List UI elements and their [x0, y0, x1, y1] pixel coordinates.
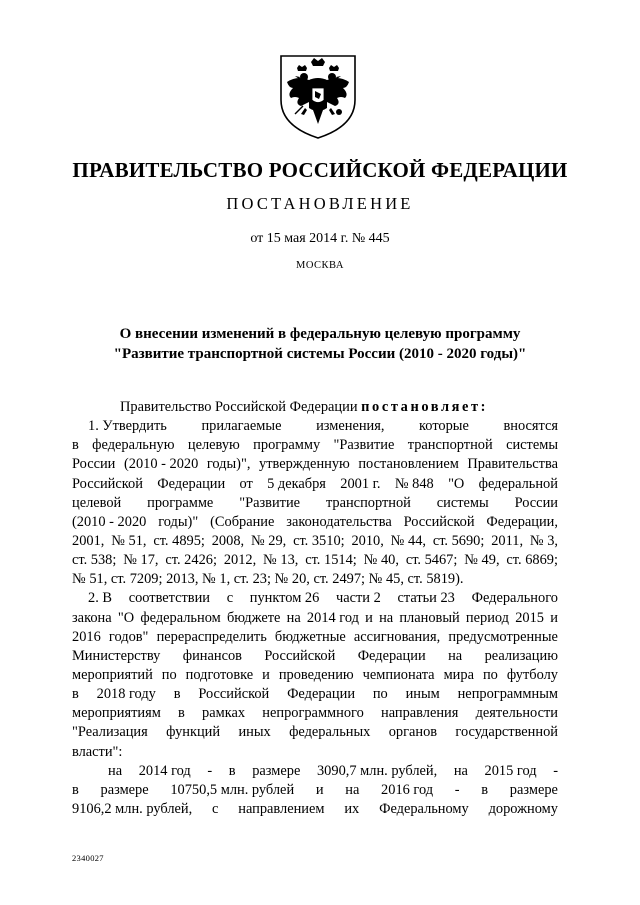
word: размере: [252, 762, 301, 779]
word: -: [553, 762, 558, 779]
word: ст. 538;: [72, 552, 117, 569]
word: органов: [388, 724, 438, 741]
word: направления: [381, 705, 459, 722]
word: на: [453, 762, 468, 779]
word: № 848: [394, 475, 434, 492]
word: программу: [253, 437, 321, 454]
word: Федерального: [471, 590, 558, 607]
word: на: [448, 647, 463, 664]
word: проведению: [278, 666, 354, 683]
date-and-number: от 15 мая 2014 г. № 445: [250, 231, 390, 246]
word: целевой: [72, 494, 122, 511]
word: (2010 - 2020: [123, 456, 199, 473]
body-line: [72, 551, 558, 570]
word: в: [481, 781, 489, 798]
word: пунктом 26: [249, 590, 320, 607]
word: чемпионата: [362, 666, 435, 683]
word: по: [161, 666, 177, 683]
word: соответствии: [128, 590, 211, 607]
government-name: ПРАВИТЕЛЬСТВО РОССИЙСКОЙ ФЕДЕРАЦИИ: [72, 158, 568, 182]
word: 2016 год: [381, 781, 434, 798]
word: и: [262, 666, 270, 683]
word: "Развитие: [239, 494, 301, 511]
word: в: [72, 781, 79, 798]
word: 2010,: [351, 532, 384, 549]
document-code: 2340027: [72, 853, 104, 863]
body-line: [72, 781, 558, 800]
word: "Развитие: [333, 437, 395, 454]
word: ассигнования,: [353, 628, 441, 645]
word: прилагаемые: [201, 418, 282, 435]
word: 2018 году: [96, 686, 156, 703]
word: годы)",: [206, 456, 251, 473]
word: плановый: [399, 609, 460, 626]
word: бюджете: [226, 609, 281, 626]
word: Федерации,: [486, 513, 558, 530]
word: 2008,: [211, 532, 245, 549]
word: в: [173, 686, 181, 703]
word: футболу: [506, 666, 558, 683]
word: годов": [108, 628, 149, 645]
word: "О: [448, 475, 465, 492]
word: направлением: [238, 800, 325, 817]
word: и: [315, 781, 324, 798]
word: перераспределить: [156, 628, 267, 645]
word: в: [72, 686, 79, 703]
body-line: [72, 666, 558, 685]
document-body: [72, 398, 558, 819]
word: размере: [100, 781, 149, 798]
word: размере: [509, 781, 558, 798]
coat-of-arms-emblem: [273, 52, 363, 142]
word: рамках: [202, 705, 246, 722]
word: Федерации: [287, 686, 356, 703]
word: 10750,5 млн. рублей: [170, 781, 295, 798]
word: № 51,: [111, 532, 147, 549]
word: на: [286, 609, 301, 626]
word: по: [372, 686, 388, 703]
word: с: [226, 590, 234, 607]
word: деятельности: [475, 705, 558, 722]
body-line: [72, 532, 558, 551]
word: 2016: [72, 628, 101, 645]
word: непрограммным: [457, 686, 558, 703]
word: закона: [72, 609, 112, 626]
word: России: [72, 456, 116, 473]
word: на: [345, 781, 360, 798]
body-line: [72, 685, 558, 704]
word: Федеральному: [379, 800, 469, 817]
body-line: [72, 570, 558, 589]
word: транспортной: [325, 494, 411, 511]
body-line: [72, 475, 558, 494]
word: Российской: [198, 686, 270, 703]
body-line: [72, 647, 558, 666]
word: 2. В: [88, 590, 112, 607]
word: -: [454, 781, 460, 798]
word: подготовке: [185, 666, 254, 683]
word: программе: [147, 494, 214, 511]
word: в: [72, 437, 79, 454]
word: реализацию: [484, 647, 558, 664]
body-line: [72, 704, 558, 723]
body-line: [72, 609, 558, 628]
body-line: [72, 436, 558, 455]
word: которые: [419, 418, 469, 435]
body-line: [72, 628, 558, 647]
word: и: [550, 609, 558, 626]
word: Российской: [403, 513, 475, 530]
word: части 2: [335, 590, 381, 607]
word: 2014 год: [306, 609, 359, 626]
body-line: [72, 513, 558, 532]
word: утвержденную: [259, 456, 350, 473]
word: период: [465, 609, 509, 626]
word: 1. Утвердить: [88, 418, 167, 435]
body-line-text: № 51, ст. 7209; 2013, № 1, ст. 23; № 20, ст. 2497; № 45, ст. 5819).: [72, 571, 464, 588]
body-line-text: власти":: [72, 743, 123, 760]
word: мероприятиям: [72, 705, 161, 722]
word: № 13,: [263, 552, 299, 569]
word: федеральных: [289, 724, 371, 741]
body-line: [72, 494, 558, 513]
word: (2010 - 2020: [72, 513, 147, 530]
word: федеральном: [140, 609, 221, 626]
decree-keyword: постановляет:: [361, 399, 489, 415]
word: от: [239, 475, 253, 492]
body-line: [72, 417, 558, 436]
word: "Реализация: [72, 724, 148, 741]
word: вносятся: [503, 418, 558, 435]
word: статьи 23: [397, 590, 455, 607]
body-line-1-text: Правительство Российской Федерации: [120, 399, 362, 415]
word: иным: [405, 686, 440, 703]
word: 2014 год: [138, 762, 191, 779]
word: иных: [238, 724, 271, 741]
word: № 17,: [123, 552, 159, 569]
word: 5 декабря: [267, 475, 326, 492]
word: федеральную: [92, 437, 175, 454]
word: 2011,: [491, 532, 524, 549]
word: ст. 6869;: [506, 552, 558, 569]
word: 2015 год: [484, 762, 537, 779]
word: постановлением: [358, 456, 459, 473]
word: № 29,: [250, 532, 287, 549]
word: на: [108, 762, 123, 779]
word: годы)": [158, 513, 199, 530]
word: ст. 4895;: [153, 532, 205, 549]
word: целевую: [187, 437, 240, 454]
body-line: [72, 589, 558, 608]
word: системы: [506, 437, 558, 454]
word: № 40,: [363, 552, 399, 569]
word: по: [482, 666, 498, 683]
word: 2015: [515, 609, 544, 626]
word: -: [207, 762, 213, 779]
word: системы: [436, 494, 489, 511]
word: в: [178, 705, 185, 722]
word: 3090,7 млн. рублей,: [316, 762, 438, 779]
body-line: [72, 723, 558, 742]
body-line: [72, 455, 558, 474]
word: изменения,: [316, 418, 385, 435]
word: законодательства: [286, 513, 392, 530]
body-line: [72, 762, 558, 781]
title-line-2: "Развитие транспортной системы России (2010 - 2020 годы)": [113, 346, 527, 362]
word: государственной: [455, 724, 558, 741]
body-line-1: [72, 398, 558, 417]
word: ст. 3510;: [293, 532, 345, 549]
word: предусмотренные: [448, 628, 558, 645]
word: 2001 г.: [340, 475, 381, 492]
word: ст. 1514;: [305, 552, 357, 569]
body-line: [72, 743, 558, 762]
word: ст. 5690;: [432, 532, 485, 549]
word: Правительства: [467, 456, 558, 473]
word: ст. 2426;: [165, 552, 217, 569]
word: России: [514, 494, 558, 511]
word: в: [228, 762, 236, 779]
word: Федерации: [357, 647, 426, 664]
word: Российской: [264, 647, 336, 664]
word: ст. 5467;: [405, 552, 458, 569]
title-line-1: О внесении изменений в федеральную целевую программу: [119, 326, 521, 342]
city: МОСКВА: [296, 260, 344, 271]
document-title: [40, 324, 600, 364]
word: и: [365, 609, 373, 626]
word: № 3,: [529, 532, 558, 549]
word: транспортной: [407, 437, 493, 454]
word: дорожному: [488, 800, 558, 817]
word: (Собрание: [210, 513, 275, 530]
word: функций: [166, 724, 221, 741]
body-line: [72, 800, 558, 819]
word: с: [212, 800, 219, 817]
word: 2012,: [223, 552, 257, 569]
word: мира: [443, 666, 474, 683]
word: непрограммного: [262, 705, 364, 722]
word: финансов: [182, 647, 242, 664]
word: Федерации: [157, 475, 226, 492]
word: 9106,2 млн. рублей,: [72, 800, 193, 817]
word: № 44,: [390, 532, 426, 549]
word: бюджетные: [274, 628, 346, 645]
word: их: [344, 800, 360, 817]
word: 2001,: [72, 532, 105, 549]
word: Российской: [72, 475, 143, 492]
word: федеральной: [478, 475, 558, 492]
word: "О: [117, 609, 135, 626]
word: на: [379, 609, 394, 626]
word: мероприятий: [72, 666, 153, 683]
word: № 49,: [464, 552, 500, 569]
word: Министерству: [72, 647, 161, 664]
document-type: ПОСТАНОВЛЕНИЕ: [226, 194, 414, 213]
